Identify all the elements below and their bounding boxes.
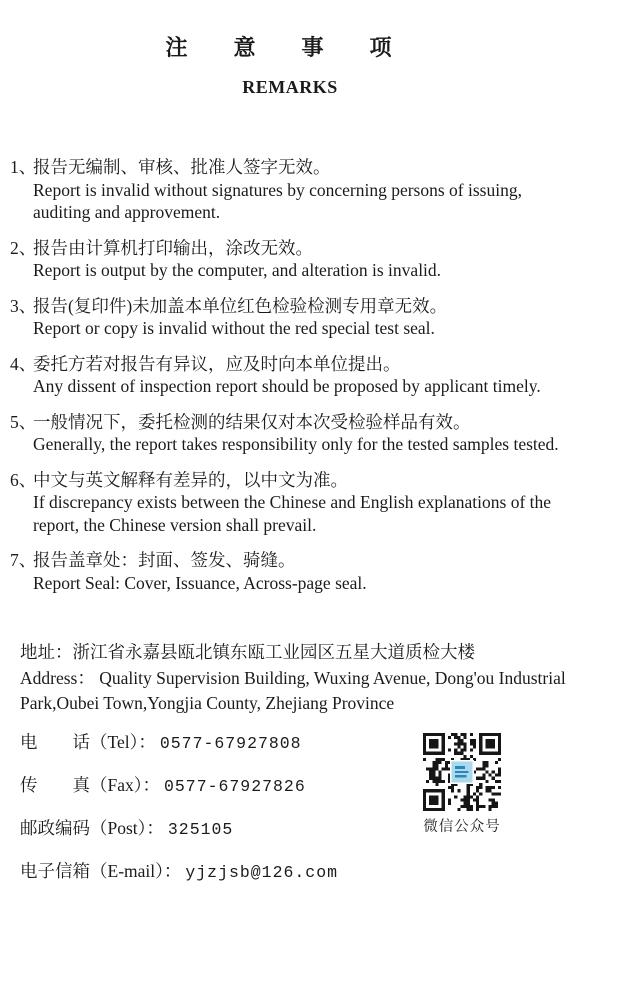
item-number: 5、 [10,411,37,432]
postcode-label: 邮政编码（Post）： [20,817,164,838]
wechat-qr-caption: 微信公众号 [423,819,501,835]
fax-row [20,774,623,796]
item-number: 4、 [10,353,37,374]
fax-value: 0577-67927826 [164,776,306,796]
item-text-en: Generally, the report takes responsibility only for the tested samples tested. [33,434,559,454]
wechat-qr-block [422,733,502,836]
item-number: 6、 [10,469,37,490]
page-header [0,0,580,98]
item-text-zh: 报告(复印件)未加盖本单位红色检验检测专用章无效。 [33,295,448,316]
item-text-en: auditing and approvement. [33,202,221,222]
remark-item-3 [0,295,597,340]
item-text-en: Any dissent of inspection report should be proposed by applicant timely. [33,376,541,396]
item-text-zh: 中文与英文解释有差异的，以中文为准。 [33,469,348,490]
wechat-qr-code-icon [423,733,501,811]
remark-item-5 [0,411,597,456]
item-text-zh: 委托方若对报告有异议，应及时向本单位提出。 [33,353,401,374]
item-text-zh: 报告无编制、审核、批准人签字无效。 [33,157,331,177]
item-number: 7、 [10,550,37,570]
item-number: 3、 [10,295,37,316]
remarks-list [0,156,623,594]
remark-item-1 [0,156,597,224]
item-number: 1、 [10,157,37,177]
address-block [0,640,595,717]
telephone-label: 电 话（Tel）： [20,731,156,752]
remark-item-6 [0,469,597,537]
address-en: Park,Oubei Town,Yongjia County, Zhejiang Province [20,693,395,713]
item-text-en: If discrepancy exists between the Chinese and English explanations of the [33,492,552,512]
email-value: yjzjsb@126.com [185,862,338,882]
remark-item-7 [0,549,597,594]
item-text-en: report, the Chinese version shall prevail. [33,514,317,535]
postcode-value: 325105 [167,819,234,839]
item-text-en: Report or copy is invalid without the red special test seal. [33,318,435,338]
remark-item-2 [0,237,597,282]
page-title-english: REMARKS [242,77,338,97]
email-row [20,860,623,882]
address-zh: 地址：浙江省永嘉县瓯北镇东瓯工业园区五星大道质检大楼 [20,642,475,662]
item-number: 2、 [10,237,37,258]
page-title-chinese: 注意事项 [165,35,438,60]
remark-item-4 [0,353,597,398]
telephone-row [20,731,623,753]
item-text-zh: 报告由计算机打印输出，涂改无效。 [33,237,313,258]
fax-label: 传 真（Fax）： [20,774,160,795]
item-text-en: Report Seal: Cover, Issuance, Across-page seal. [33,572,367,593]
postcode-row [20,817,623,839]
telephone-value: 0577-67927808 [159,733,302,753]
email-label: 电子信箱（E-mail）： [20,860,182,881]
item-text-zh: 一般情况下，委托检测的结果仅对本次受检验样品有效。 [33,411,471,432]
item-text-en: Report is invalid without signatures by concerning persons of issuing, [33,179,522,200]
address-en: Address： Quality Supervision Building, Wuxing Avenue, Dong'ou Industrial [20,667,566,688]
item-text-en: Report is output by the computer, and alteration is invalid. [33,260,442,280]
contact-block [0,731,623,882]
item-text-zh: 报告盖章处：封面、签发、骑缝。 [33,550,296,570]
